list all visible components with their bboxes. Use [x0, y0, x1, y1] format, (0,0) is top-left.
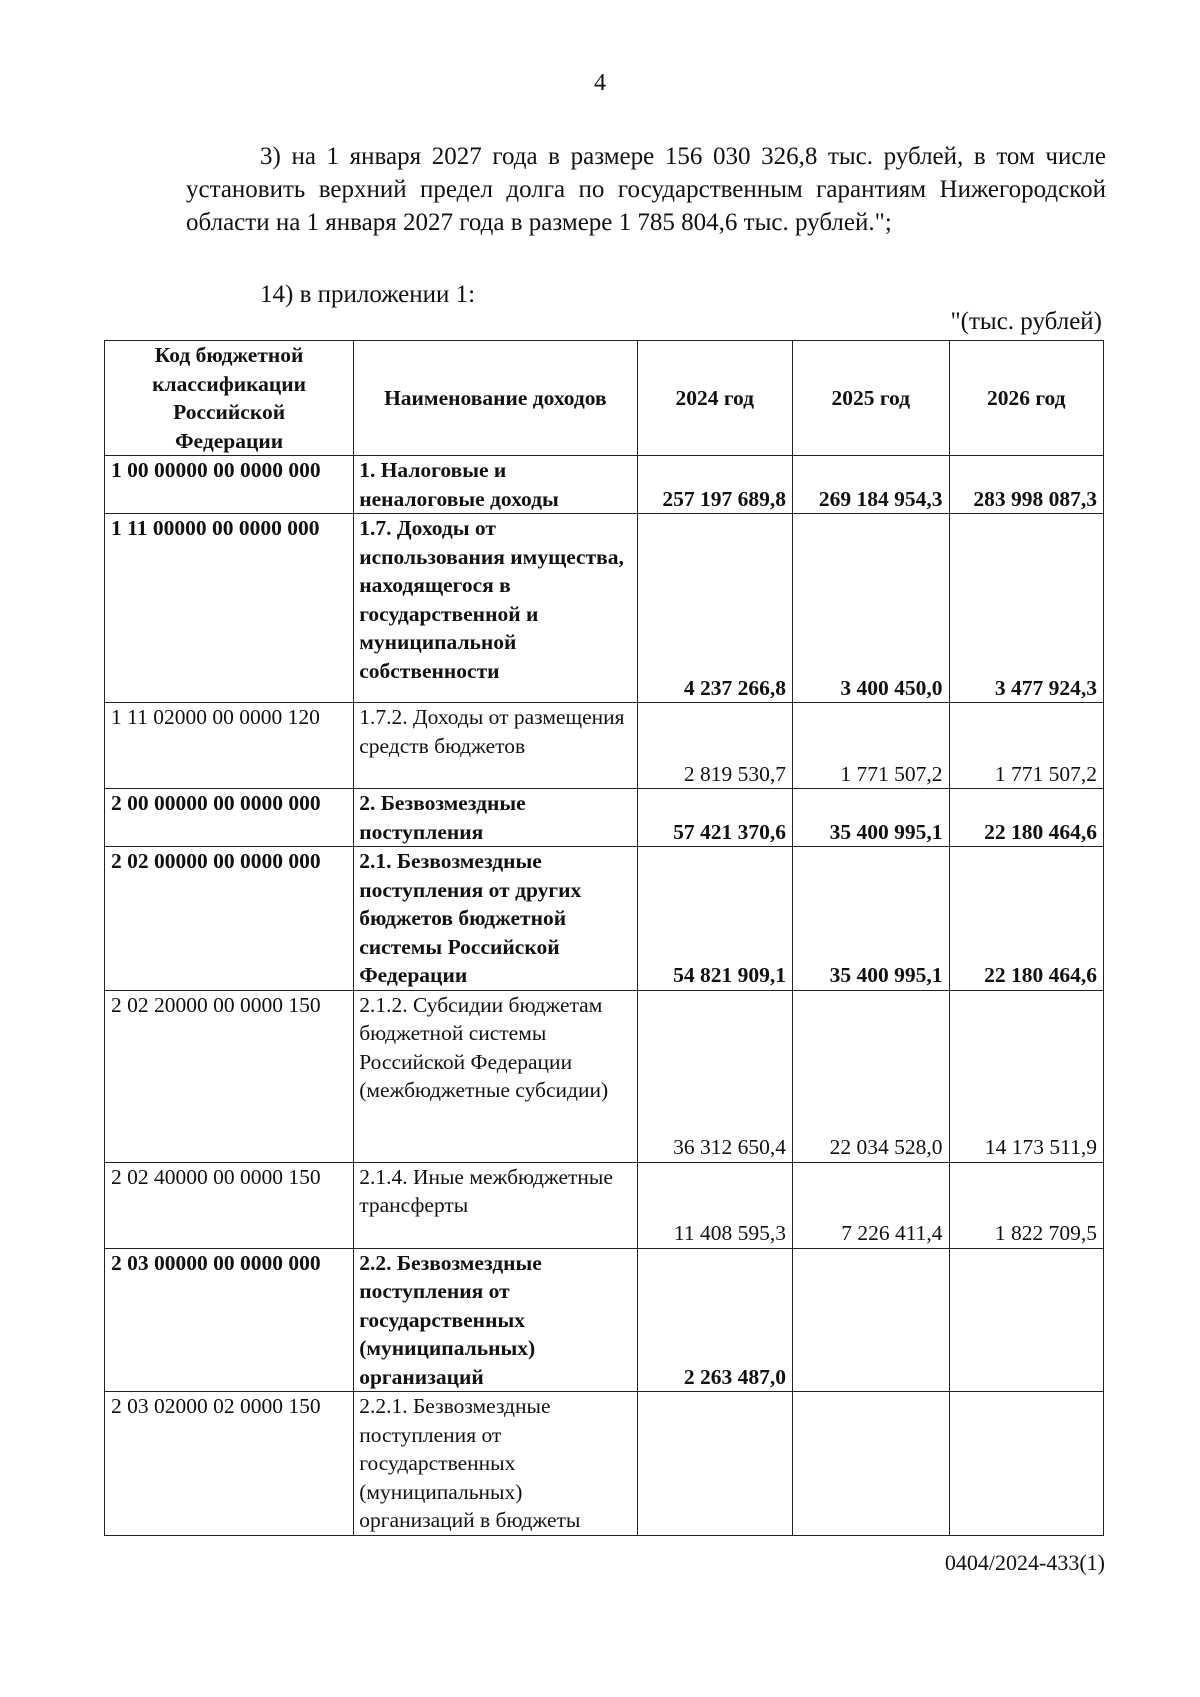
- paragraph-debt-limit: 3) на 1 января 2027 года в размере 156 030 326,8 тыс. рублей, в том числе установить верхний предел долга по государственным гарантиям Нижегородской области на 1 января 2027 года в размере 1 785 804,6 тыс. рублей.";: [186, 143, 1106, 236]
- row-code: 1 11 00000 00 0000 000: [105, 514, 354, 703]
- table-header-row: [105, 341, 1104, 456]
- row-2025: 3 400 450,0: [792, 514, 949, 703]
- row-name: 2. Безвозмездные поступления: [354, 789, 637, 847]
- row-2025: 269 184 954,3: [792, 456, 949, 514]
- income-table: [104, 340, 1104, 1536]
- row-2024: 4 237 266,8: [637, 514, 792, 703]
- row-2024: [637, 1392, 792, 1536]
- row-name: 2.1.4. Иные межбюджетные трансферты: [354, 1162, 637, 1248]
- row-2025: 35 400 995,1: [792, 789, 949, 847]
- header-name: Наименование доходов: [354, 341, 637, 456]
- row-2024: 54 821 909,1: [637, 847, 792, 991]
- row-2025: [792, 1248, 949, 1392]
- units-note: "(тыс. рублей): [950, 308, 1102, 335]
- row-code: 2 02 40000 00 0000 150: [105, 1162, 354, 1248]
- header-2026: 2026 год: [949, 341, 1103, 456]
- row-2026: 22 180 464,6: [949, 789, 1103, 847]
- row-2025: [792, 1392, 949, 1536]
- row-2026: 1 822 709,5: [949, 1162, 1103, 1248]
- table-row: [105, 1392, 1104, 1536]
- table-row: [105, 789, 1104, 847]
- row-code: 1 11 02000 00 0000 120: [105, 703, 354, 789]
- header-code: Код бюджетной классификации Российской Федерации: [105, 341, 354, 456]
- row-2026: 3 477 924,3: [949, 514, 1103, 703]
- row-code: 2 02 00000 00 0000 000: [105, 847, 354, 991]
- row-name: 1.7. Доходы от использования имущества, находящегося в государственной и муниципальной собственности: [354, 514, 637, 703]
- table-row: [105, 990, 1104, 1162]
- row-name: 2.2.1. Безвозмездные поступления от государственных (муниципальных) организаций в бюджеты: [354, 1392, 637, 1536]
- table-row: [105, 514, 1104, 703]
- row-name: 2.1. Безвозмездные поступления от других бюджетов бюджетной системы Российской Федерации: [354, 847, 637, 991]
- page-number: 4: [594, 70, 606, 96]
- row-2024: 57 421 370,6: [637, 789, 792, 847]
- table-row: [105, 1162, 1104, 1248]
- row-2024: 2 263 487,0: [637, 1248, 792, 1392]
- row-2026: [949, 1392, 1103, 1536]
- row-name: 1. Налоговые и неналоговые доходы: [354, 456, 637, 514]
- table-row: [105, 703, 1104, 789]
- row-2026: 22 180 464,6: [949, 847, 1103, 991]
- row-name: 1.7.2. Доходы от размещения средств бюджетов: [354, 703, 637, 789]
- row-code: 2 00 00000 00 0000 000: [105, 789, 354, 847]
- row-2026: 1 771 507,2: [949, 703, 1103, 789]
- row-name: 2.2. Безвозмездные поступления от государственных (муниципальных) организаций: [354, 1248, 637, 1392]
- row-2024: 257 197 689,8: [637, 456, 792, 514]
- paragraph-appendix: 14) в приложении 1:: [260, 281, 476, 308]
- row-code: 1 00 00000 00 0000 000: [105, 456, 354, 514]
- row-2026: 283 998 087,3: [949, 456, 1103, 514]
- row-2025: 35 400 995,1: [792, 847, 949, 991]
- table-row: [105, 456, 1104, 514]
- row-2024: 2 819 530,7: [637, 703, 792, 789]
- row-2024: 36 312 650,4: [637, 990, 792, 1162]
- header-2024: 2024 год: [637, 341, 792, 456]
- header-2025: 2025 год: [792, 341, 949, 456]
- table-row: [105, 1248, 1104, 1392]
- row-2026: 14 173 511,9: [949, 990, 1103, 1162]
- row-name: 2.1.2. Субсидии бюджетам бюджетной системы Российской Федерации (межбюджетные субсидии): [354, 990, 637, 1162]
- row-2026: [949, 1248, 1103, 1392]
- row-code: 2 02 20000 00 0000 150: [105, 990, 354, 1162]
- table-row: [105, 847, 1104, 991]
- row-2025: 1 771 507,2: [792, 703, 949, 789]
- document-id: 0404/2024-433(1): [944, 1550, 1105, 1575]
- row-code: 2 03 00000 00 0000 000: [105, 1248, 354, 1392]
- row-code: 2 03 02000 02 0000 150: [105, 1392, 354, 1536]
- row-2025: 22 034 528,0: [792, 990, 949, 1162]
- row-2024: 11 408 595,3: [637, 1162, 792, 1248]
- row-2025: 7 226 411,4: [792, 1162, 949, 1248]
